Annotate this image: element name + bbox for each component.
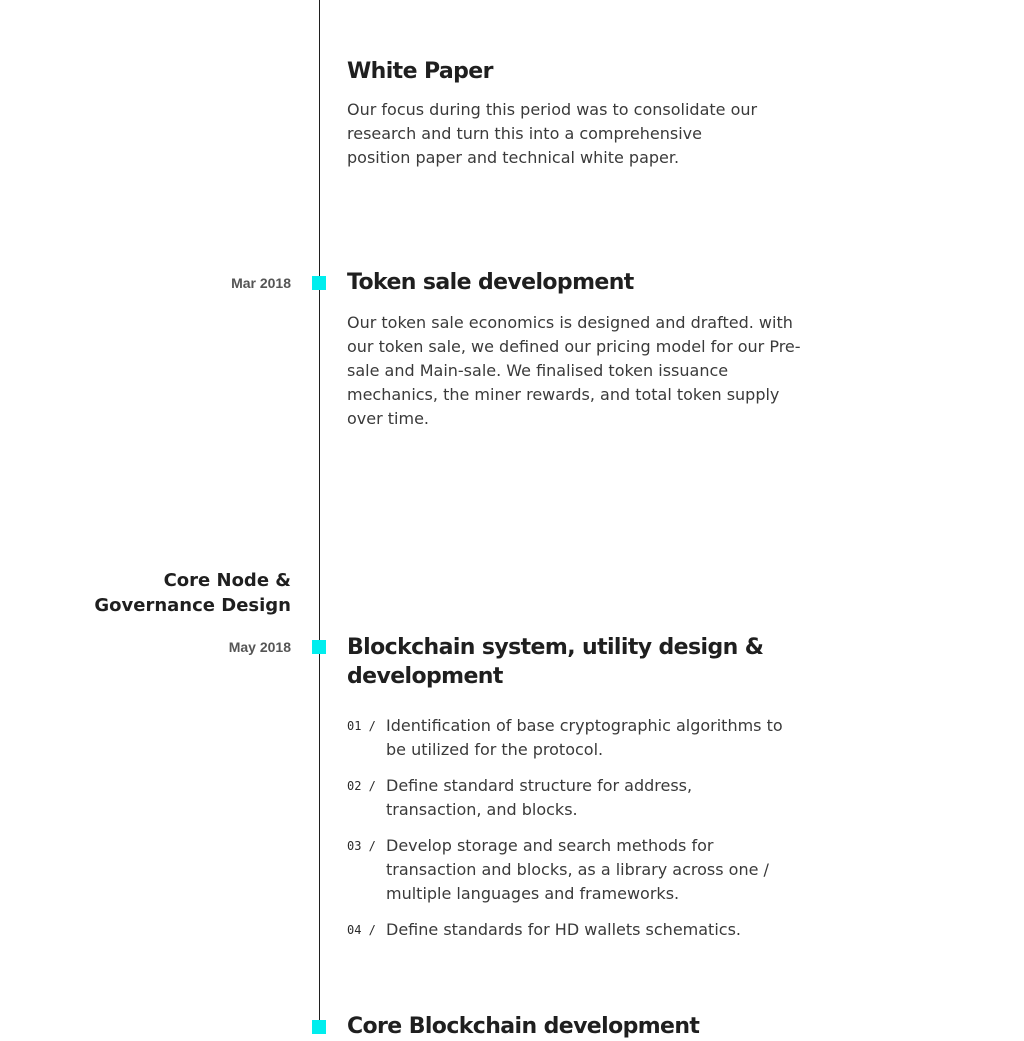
list-item: [347, 774, 787, 822]
section-heading-blockchain-system: Blockchain system, utility design & development: [347, 635, 764, 689]
list-item: [347, 714, 787, 762]
section-heading-white-paper: White Paper: [347, 59, 493, 84]
step-number: 01 /: [347, 719, 376, 733]
phase-title: Core Node & Governance Design: [94, 570, 291, 616]
section-description-white-paper: Our focus during this period was to consolidate our research and turn this into a comprehensive position paper and technical white paper.: [347, 100, 758, 167]
timeline-marker: [312, 1020, 326, 1034]
list-item: [347, 834, 787, 906]
step-number: 03 /: [347, 839, 376, 853]
step-text: Identification of base cryptographic algorithms to be utilized for the protocol.: [386, 716, 783, 759]
step-text: Develop storage and search methods for transaction and blocks, as a library across one / multiple languages and frameworks.: [386, 836, 769, 903]
timeline-line: [319, 0, 320, 1024]
step-list: [347, 714, 787, 954]
section-heading-core-blockchain: Core Blockchain development: [347, 1014, 700, 1039]
list-item: [347, 918, 787, 942]
section-heading-token-sale: Token sale development: [347, 270, 634, 295]
timeline-date-may-2018: May 2018: [228, 639, 291, 655]
timeline-marker: [312, 640, 326, 654]
step-number: 04 /: [347, 923, 376, 937]
step-text: Define standards for HD wallets schematics.: [386, 920, 741, 939]
timeline-marker: [312, 276, 326, 290]
timeline-date-mar-2018: Mar 2018: [231, 275, 291, 291]
step-text: Define standard structure for address, transaction, and blocks.: [386, 776, 693, 819]
step-number: 02 /: [347, 779, 376, 793]
section-description-token-sale: Our token sale economics is designed and drafted. with our token sale, we defined our pricing model for our Pre-sale and Main-sale. We finalised token issuance mechanics, the miner rewards, and total token supply over time.: [347, 313, 801, 428]
